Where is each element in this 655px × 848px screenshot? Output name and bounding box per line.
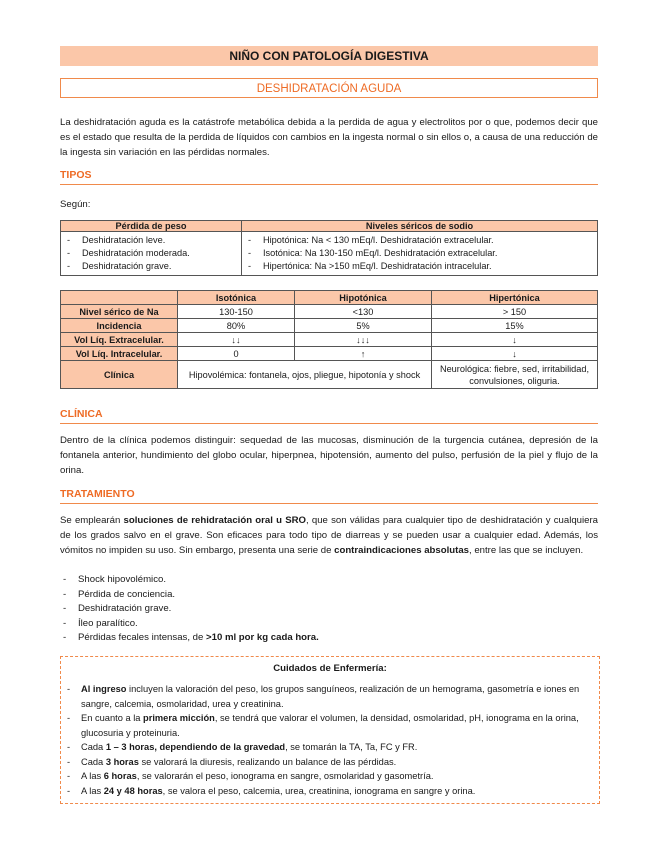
text-bold: 6 horas [103,771,137,781]
text-span: , que son válidas para cualquier tipo de deshidratación y cualquiera de los grados salvo en el grave. Son eficaces para todo tipo de diarreas y se pueden usar a cualquier edad. Además, los vómitos no impiden su uso. Sin embargo, presenta una serie de [60,515,598,556]
text-span: Se emplearán [60,515,124,526]
text-span: , se valora el peso, calcemia, urea, creatinina, ionograma en sangre y orina. [162,785,476,796]
text-bold: soluciones de rehidratación oral u SRO [123,515,306,526]
text-span: se valorará la diuresis, realizando un balance de las pérdidas. [138,756,397,767]
text-bold: >10 ml por kg cada hora. [206,632,319,643]
table-cell: ↑ [295,347,432,361]
table2-header-isotonica: Isotónica [178,291,295,305]
table-cell: Neurológica: fiebre, sed, irritabilidad, convulsiones, oliguria. [432,361,598,389]
table-row [61,361,598,389]
table1-header-peso: Pérdida de peso [61,221,242,232]
text-bold: Al ingreso [81,684,127,694]
intro-paragraph: La deshidratación aguda es la catástrofe metabólica debida a la perdida de agua y electrolitos por o que, podemos decir que es el estado que resulta de la perdida de líquidos con cambios en la ingesta normal o sin ellos o, a causa de una reducción de la ingesta sin variación en las pérdidas normales. [60,117,598,158]
table2-header-hipertonica: Hipertónica [432,291,598,305]
list-item: - Deshidratación moderada. [64,247,238,260]
list-item [67,711,593,740]
text-span: , se tomarán la TA, Ta, FC y FR. [285,742,418,752]
text-span: Cada [81,756,106,767]
cuidados-box [60,656,600,804]
text-bold: 3 horas [105,756,139,767]
table-tipos-deshidratacion [60,290,598,389]
text-bold: 1 – 3 horas, dependiendo de la gravedad [105,742,286,752]
page-title: NIÑO CON PATOLOGÍA DIGESTIVA [60,46,598,66]
row-label: Clínica [61,361,178,389]
heading-tipos: TIPOS [60,169,598,185]
list-item: - Íleo paralítico. [60,617,598,632]
cuidados-title: Cuidados de Enfermería: [273,663,387,674]
list-item [60,631,598,646]
text-bold: 24 y 48 horas [103,785,163,796]
table-row [61,333,598,347]
heading-clinica: CLÍNICA [60,408,598,424]
list-item: - Deshidratación grave. [64,260,238,273]
table1-header-sodio: Niveles séricos de sodio [242,221,598,232]
table-row [61,319,598,333]
table1-col-peso [61,232,242,276]
text-span: A las [81,785,104,796]
list-item: - Hipotónica: Na < 130 mEq/l. Deshidratación extracelular. [245,234,594,247]
list-item [67,769,593,784]
list-item: - Deshidratación grave. [60,602,598,617]
table1-col-sodio [242,232,598,276]
clinica-paragraph: Dentro de la clínica podemos distinguir: sequedad de las mucosas, disminución de la turgencia cutánea, depresión de la fontanela anterior, hundimiento del globo ocular, hiperpnea, hipotensión, aumento del pulso, perfusión de la piel y flujo de la orina. [60,435,598,476]
table-row [61,305,598,319]
list-item [67,784,593,799]
table2-header-hipotonica: Hipotónica [295,291,432,305]
table-cell: ↓↓ [178,333,295,347]
text-bold: contraindicaciones absolutas [334,545,470,556]
table-cell: 130-150 [178,305,295,319]
text-span: Pérdidas fecales intensas, de [78,632,206,643]
text-span: , se tendrá que valorar el volumen, la densidad, osmolaridad, pH, ionograma en la orina, glucosuria y proteinuria. [81,713,579,738]
list-item: - Deshidratación leve. [64,234,238,247]
table-cell: 5% [295,319,432,333]
text-span: incluyen la valoración del peso, los grupos sanguíneos, realización de un hemograma, gasometría e iones en sangre, calcemia, osmolaridad, urea y creatinina. [81,684,580,709]
list-item: - Isotónica: Na 130-150 mEq/l. Deshidratación extracelular. [245,247,594,260]
table-cell: 80% [178,319,295,333]
text-span: , se valorarán el peso, ionograma en sangre, osmolaridad y gasometría. [136,771,434,781]
table-cell: <130 [295,305,432,319]
contraindicaciones-list [60,573,598,646]
list-item: - Hipertónica: Na >150 mEq/l. Deshidratación intracelular. [245,260,594,273]
table-cell: ↓↓↓ [295,333,432,347]
segun-label: Según: [60,199,91,210]
text-bold: primera micción [143,713,215,723]
table-cell: 0 [178,347,295,361]
table-cell: ↓ [432,347,598,361]
row-label: Vol Líq. Intracelular. [61,347,178,361]
table-cell: > 150 [432,305,598,319]
table-cell: Hipovolémica: fontanela, ojos, pliegue, hipotonía y shock [178,361,432,389]
row-label: Nivel sérico de Na [61,305,178,319]
tratamiento-paragraph [60,513,598,558]
table-clasificacion [60,220,598,276]
text-span: En cuanto a la [81,713,144,723]
row-label: Vol Líq. Extracelular. [61,333,178,347]
text-span: A las [81,771,104,781]
section-title: DESHIDRATACIÓN AGUDA [60,78,598,98]
table-cell: ↓ [432,333,598,347]
list-item [67,682,593,711]
list-item [67,755,593,770]
table2-header-empty [61,291,178,305]
row-label: Incidencia [61,319,178,333]
table-cell: 15% [432,319,598,333]
text-span: Cada [81,742,106,752]
text-span: , entre las que se incluyen. [469,545,584,556]
table-row [61,347,598,361]
list-item: - Shock hipovolémico. [60,573,598,588]
list-item [67,740,593,755]
list-item: - Pérdida de conciencia. [60,588,598,603]
heading-tratamiento: TRATAMIENTO [60,488,598,504]
